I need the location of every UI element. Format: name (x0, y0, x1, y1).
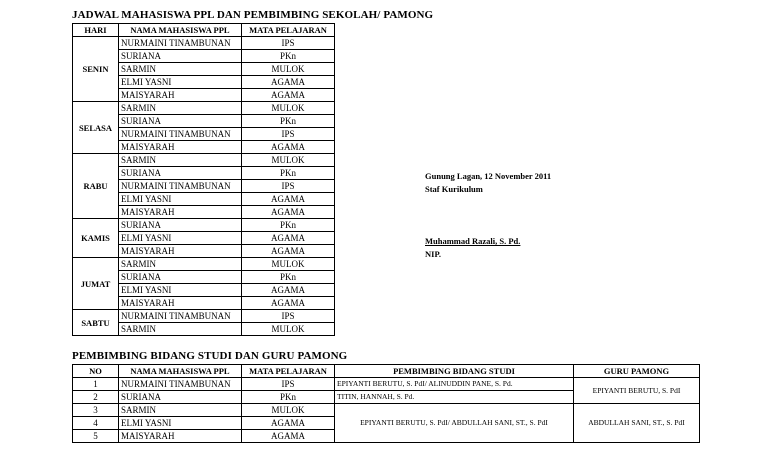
subject-name: PKn (242, 50, 335, 63)
subject-name: AGAMA (242, 76, 335, 89)
pembimbing-cell: EPIYANTI BERUTU, S. PdI/ ABDULLAH SANI, ST., S. PdI (335, 404, 574, 443)
schedule-header-row (73, 24, 335, 37)
pembimbing-cell: TITIN, HANNAH, S. Pd. (335, 391, 574, 404)
row-no: 1 (73, 378, 119, 391)
student-name: SARMIN (119, 258, 242, 271)
header-no: NO (73, 365, 119, 378)
student-name: SURIANA (119, 271, 242, 284)
header-pamong: GURU PAMONG (574, 365, 700, 378)
subject-name: AGAMA (242, 89, 335, 102)
row-name: NURMAINI TINAMBUNAN (119, 378, 242, 391)
pembimbing-cell: EPIYANTI BERUTU, S. PdI/ ALINUDDIN PANE, S. Pd. (335, 378, 574, 391)
pamong-cell: EPIYANTI BERUTU, S. PdI (574, 378, 700, 404)
row-no: 4 (73, 417, 119, 430)
signature-nip: NIP. (425, 249, 441, 259)
day-cell: SENIN (73, 37, 119, 102)
day-cell: SELASA (73, 102, 119, 154)
table-row (73, 378, 700, 391)
signature-name: Muhammad Razali, S. Pd. (425, 236, 521, 246)
row-name: ELMI YASNI (119, 417, 242, 430)
schedule-body (73, 37, 335, 336)
subject-name: PKn (242, 167, 335, 180)
subject-name: PKn (242, 219, 335, 232)
student-name: MAISYARAH (119, 89, 242, 102)
student-name: MAISYARAH (119, 141, 242, 154)
row-no: 5 (73, 430, 119, 443)
header-nama: NAMA MAHASISWA PPL (119, 365, 242, 378)
student-name: SARMIN (119, 323, 242, 336)
pamong-cell: ABDULLAH SANI, ST., S. PdI (574, 404, 700, 443)
subject-name: IPS (242, 37, 335, 50)
supervisors-header-row (73, 365, 700, 378)
row-name: MAISYARAH (119, 430, 242, 443)
row-name: SURIANA (119, 391, 242, 404)
row-no: 2 (73, 391, 119, 404)
row-subject: IPS (242, 378, 335, 391)
subject-name: AGAMA (242, 297, 335, 310)
table-row (73, 310, 335, 323)
student-name: SARMIN (119, 102, 242, 115)
table-row (73, 37, 335, 50)
subject-name: AGAMA (242, 206, 335, 219)
subject-name: IPS (242, 310, 335, 323)
subject-name: AGAMA (242, 245, 335, 258)
student-name: MAISYARAH (119, 206, 242, 219)
student-name: NURMAINI TINAMBUNAN (119, 37, 242, 50)
student-name: SARMIN (119, 63, 242, 76)
student-name: NURMAINI TINAMBUNAN (119, 180, 242, 193)
student-name: SURIANA (119, 219, 242, 232)
row-subject: PKn (242, 391, 335, 404)
subject-name: MULOK (242, 258, 335, 271)
student-name: ELMI YASNI (119, 232, 242, 245)
row-subject: AGAMA (242, 417, 335, 430)
table-row (73, 404, 700, 417)
row-name: SARMIN (119, 404, 242, 417)
day-cell: KAMIS (73, 219, 119, 258)
subject-name: AGAMA (242, 232, 335, 245)
student-name: ELMI YASNI (119, 76, 242, 89)
subject-name: IPS (242, 128, 335, 141)
header-mapel: MATA PELAJARAN (242, 24, 335, 37)
student-name: MAISYARAH (119, 245, 242, 258)
signature-role: Staf Kurikulum (425, 184, 483, 194)
row-subject: MULOK (242, 404, 335, 417)
table-row (73, 102, 335, 115)
day-cell: SABTU (73, 310, 119, 336)
header-nama: NAMA MAHASISWA PPL (119, 24, 242, 37)
header-pembimbing: PEMBIMBING BIDANG STUDI (335, 365, 574, 378)
subject-name: MULOK (242, 154, 335, 167)
subject-name: MULOK (242, 63, 335, 76)
day-cell: JUMAT (73, 258, 119, 310)
schedule-title: JADWAL MAHASISWA PPL DAN PEMBIMBING SEKOLAH/ PAMONG (72, 9, 434, 21)
supervisors-table (72, 364, 700, 443)
row-subject: AGAMA (242, 430, 335, 443)
student-name: ELMI YASNI (119, 193, 242, 206)
day-cell: RABU (73, 154, 119, 219)
subject-name: PKn (242, 115, 335, 128)
student-name: SARMIN (119, 154, 242, 167)
signature-place-date: Gunung Lagan, 12 November 2011 (425, 171, 552, 181)
schedule-table (72, 23, 335, 336)
student-name: ELMI YASNI (119, 284, 242, 297)
subject-name: MULOK (242, 323, 335, 336)
row-no: 3 (73, 404, 119, 417)
table-row (73, 219, 335, 232)
student-name: SURIANA (119, 50, 242, 63)
subject-name: AGAMA (242, 193, 335, 206)
subject-name: MULOK (242, 102, 335, 115)
student-name: NURMAINI TINAMBUNAN (119, 128, 242, 141)
subject-name: IPS (242, 180, 335, 193)
student-name: SURIANA (119, 115, 242, 128)
table-row (73, 258, 335, 271)
supervisors-title: PEMBIMBING BIDANG STUDI DAN GURU PAMONG (72, 350, 348, 362)
student-name: SURIANA (119, 167, 242, 180)
student-name: MAISYARAH (119, 297, 242, 310)
table-row (73, 154, 335, 167)
subject-name: AGAMA (242, 141, 335, 154)
subject-name: AGAMA (242, 284, 335, 297)
header-hari: HARI (73, 24, 119, 37)
subject-name: PKn (242, 271, 335, 284)
header-mapel: MATA PELAJARAN (242, 365, 335, 378)
student-name: NURMAINI TINAMBUNAN (119, 310, 242, 323)
